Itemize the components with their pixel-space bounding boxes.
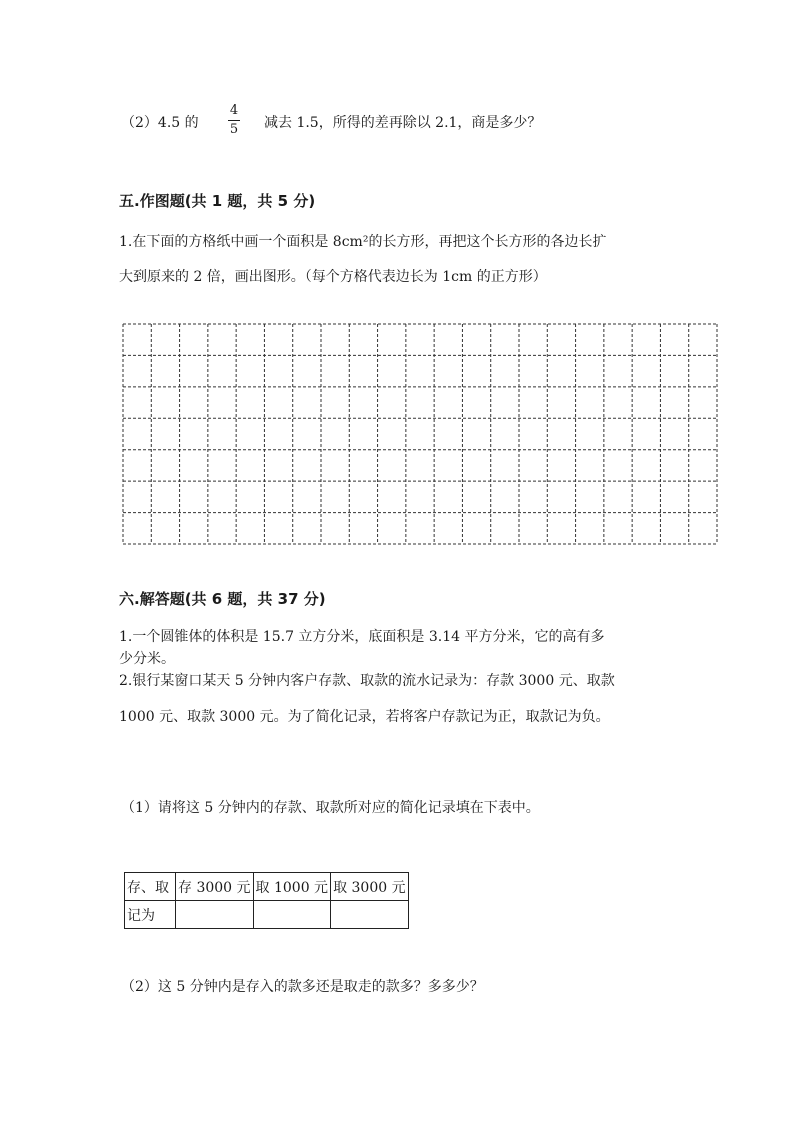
fraction-denominator: 5 bbox=[229, 122, 239, 137]
question-2-suffix: 减去 1.5，所得的差再除以 2.1，商是多少？ bbox=[264, 115, 542, 131]
answer-cell[interactable] bbox=[253, 901, 331, 929]
table-header-cell: 存、取 bbox=[125, 873, 176, 901]
section-6-question-1-line-1: 1.一个圆锥体的体积是 15.7 立方分米，底面积是 3.14 平方分米，它的高有多 bbox=[119, 629, 605, 645]
fraction-four-fifths bbox=[228, 103, 240, 138]
table-header-cell: 存 3000 元 bbox=[176, 873, 254, 901]
section-5-heading: 五.作图题(共 1 题，共 5 分) bbox=[119, 192, 316, 210]
table-header-cell: 取 1000 元 bbox=[253, 873, 331, 901]
record-table bbox=[124, 872, 409, 929]
section-5-question-1-line-2: 大到原来的 2 倍，画出图形。（每个方格代表边长为 1cm 的正方形） bbox=[119, 269, 547, 285]
section-6-question-2-line-1: 2.银行某窗口某天 5 分钟内客户存款、取款的流水记录为：存款 3000 元、取款 bbox=[119, 673, 615, 689]
table-row-label: 记为 bbox=[125, 901, 176, 929]
fraction-numerator: 4 bbox=[229, 103, 239, 118]
sub-question-2: （2）这 5 分钟内是存入的款多还是取走的款多？多多少？ bbox=[121, 979, 484, 995]
table-row bbox=[125, 873, 409, 901]
sub-question-1: （1）请将这 5 分钟内的存款、取款所对应的简化记录填在下表中。 bbox=[121, 800, 540, 816]
answer-cell[interactable] bbox=[176, 901, 254, 929]
section-5-question-1-line-1: 1.在下面的方格纸中画一个面积是 8cm²的长方形，再把这个长方形的各边长扩 bbox=[119, 234, 607, 250]
section-6-question-1-line-2: 少分米。 bbox=[119, 651, 175, 667]
answer-cell[interactable] bbox=[331, 901, 409, 929]
question-2-prefix: （2）4.5 的 bbox=[121, 115, 199, 131]
section-6-question-2-line-2: 1000 元、取款 3000 元。为了简化记录，若将客户存款记为正，取款记为负。 bbox=[119, 709, 610, 725]
graph-paper-grid[interactable] bbox=[122, 323, 718, 545]
section-6-heading: 六.解答题(共 6 题，共 37 分) bbox=[119, 590, 326, 608]
table-row bbox=[125, 901, 409, 929]
table-header-cell: 取 3000 元 bbox=[331, 873, 409, 901]
